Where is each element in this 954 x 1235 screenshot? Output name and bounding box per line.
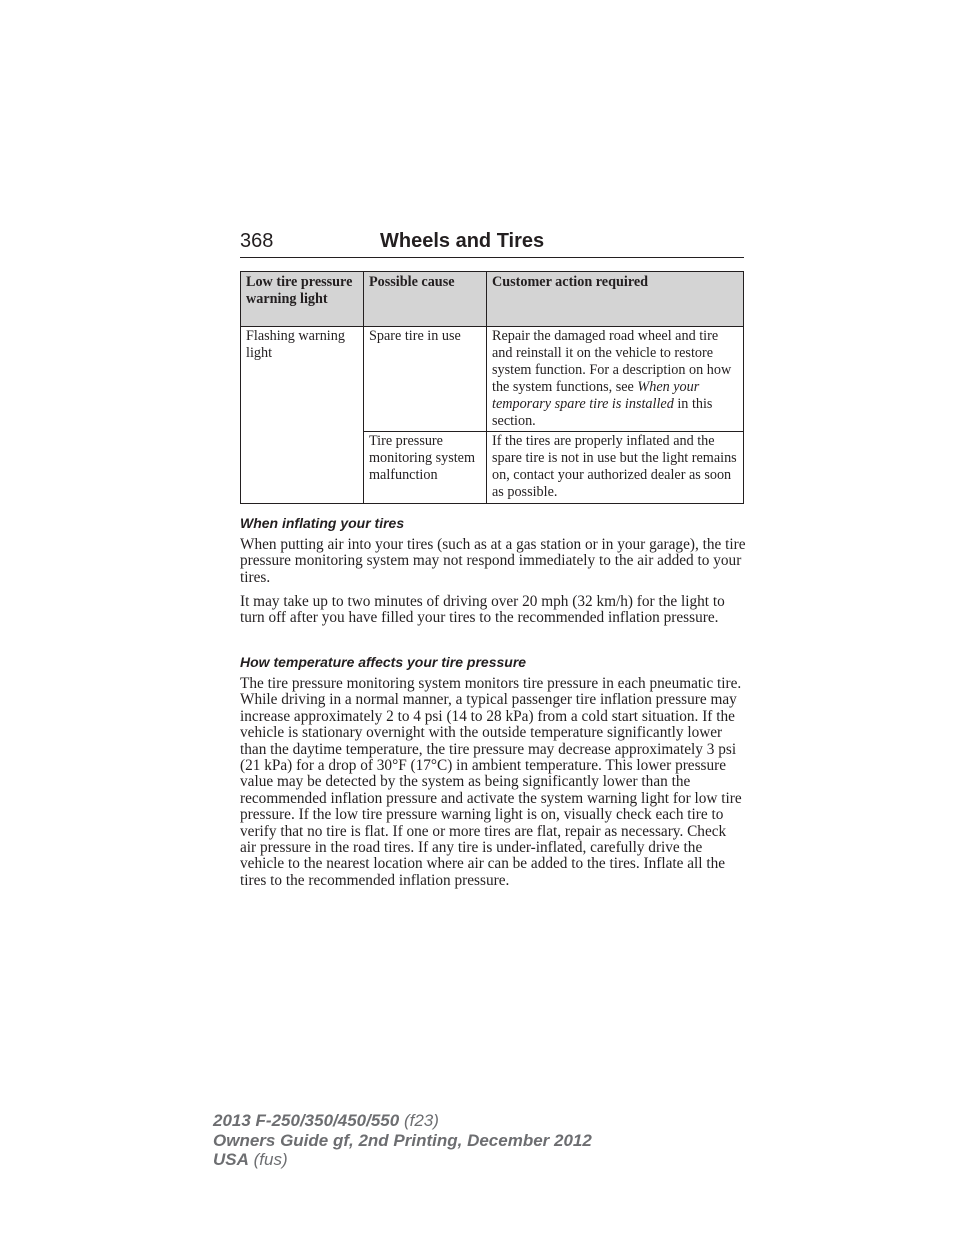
footer-guide: Owners Guide gf, 2nd Printing, December 2012 — [213, 1130, 592, 1150]
section-title: Wheels and Tires — [380, 230, 545, 252]
heading-temperature: How temperature affects your tire pressure — [240, 654, 527, 670]
action-text-end: in this section. — [492, 396, 713, 430]
paragraph-inflating-1: When putting air into your tires (such as at a gas station or in your garage), the tire pressure monitoring system may not respond immediately to the air added to your tires. — [240, 536, 746, 586]
cell-action-spare — [487, 327, 744, 432]
cell-cause-spare: Spare tire in use — [364, 327, 487, 432]
table-header-row — [241, 272, 744, 327]
footer-market-line — [213, 1150, 592, 1170]
table-row — [241, 327, 744, 432]
paragraph-inflating-2: It may take up to two minutes of driving over 20 mph (32 km/h) for the light to turn off after you have filled your tires to the recommended inflation pressure. — [240, 593, 725, 627]
cell-warning-light: Flashing warning light — [241, 327, 364, 504]
heading-inflating-tires: When inflating your tires — [240, 515, 405, 531]
cell-action-malfunction: If the tires are properly inflated and the spare tire is not in use but the light remains on, contact your authorized dealer as soon as possible. — [487, 432, 744, 504]
footer-guide-line — [213, 1131, 592, 1151]
footer-model-line — [213, 1111, 592, 1131]
footer-model: 2013 F-250/350/450/550 — [213, 1111, 400, 1130]
page-header — [240, 229, 744, 258]
cell-cause-malfunction: Tire pressure monitoring system malfunction — [364, 432, 487, 504]
footer-model-code: (f23) — [403, 1111, 439, 1130]
action-text: Repair the damaged road wheel and tire and reinstall it on the vehicle to restore system function. For a description on how the system functions, see — [492, 328, 732, 396]
tpms-warning-table — [240, 271, 744, 504]
cross-reference: When your temporary spare tire is installed — [492, 379, 700, 413]
page-footer — [213, 1111, 592, 1170]
header-possible-cause: Possible cause — [364, 272, 487, 327]
page-number: 368 — [240, 230, 274, 252]
paragraph-temperature: The tire pressure monitoring system monitors tire pressure in each pneumatic tire. While driving in a normal manner, a typical passenger tire inflation pressure may increase approximately 2 to 4 psi (14 to 28 kPa) from a cold start situation. If the vehicle is stationary overnight with the outside temperature significantly lower than the daytime temperature, the tire pressure may decrease approximately 3 psi (21 kPa) for a drop of 30°F (17°C) in ambient temperature. This lower pressure value may be detected by the system as being significantly lower than the recommended inflation pressure and activate the system warning light for low tire pressure. If the low tire pressure warning light is on, visually check each tire to verify that no tire is flat. If one or more tires are flat, repair as necessary. Check air pressure in the road tires. If any tire is under-inflated, carefully drive the vehicle to the nearest location where air can be added to the tires. Inflate all the tires to the recommended inflation pressure. — [240, 675, 742, 889]
footer-market-code: (fus) — [253, 1150, 288, 1169]
header-customer-action: Customer action required — [487, 272, 744, 327]
footer-market: USA — [213, 1150, 249, 1169]
header-warning-light: Low tire pressure warning light — [241, 272, 364, 327]
